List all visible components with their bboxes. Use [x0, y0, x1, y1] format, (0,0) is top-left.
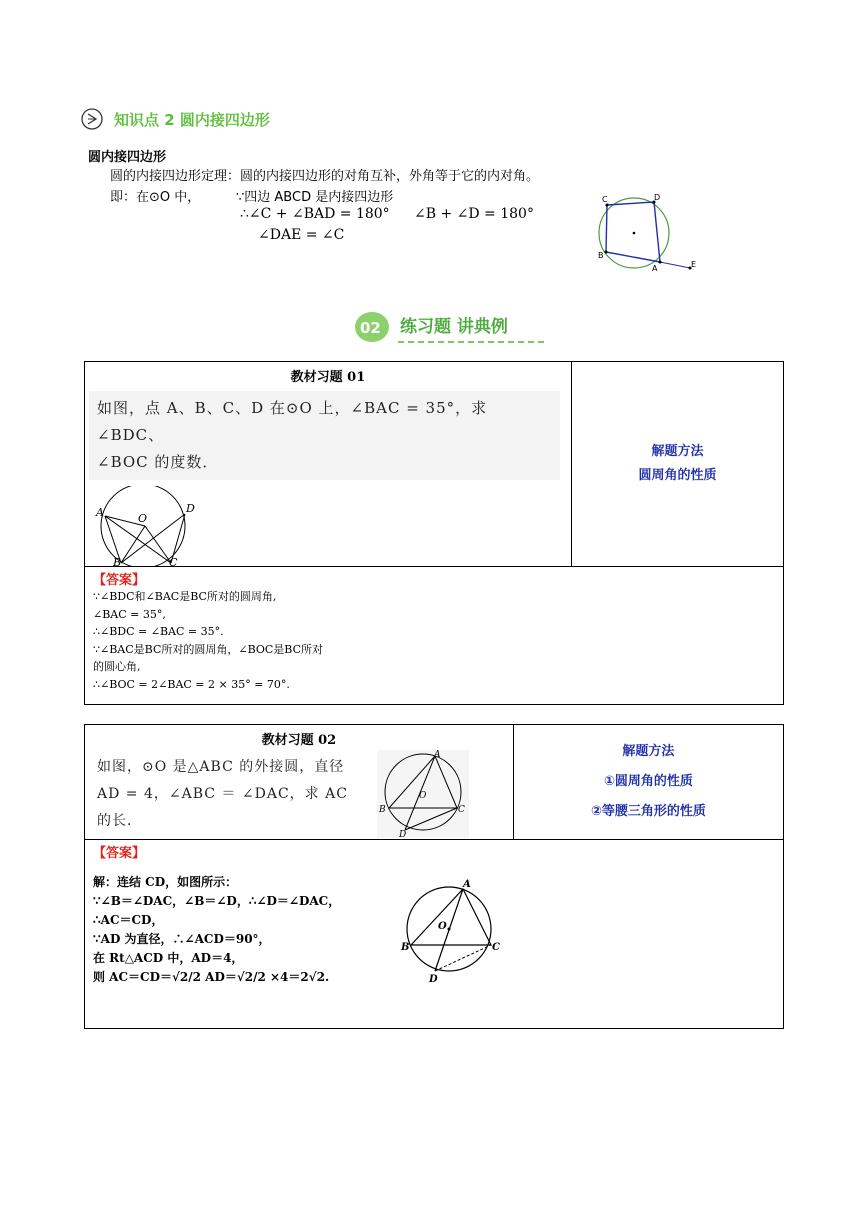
- equation-2: ∠B + ∠D = 180°: [414, 206, 534, 222]
- banner-badge: 02: [360, 319, 381, 337]
- q2s-label-b: B: [401, 942, 410, 953]
- q2-label-c: C: [458, 805, 465, 815]
- q1-question-cell: [85, 362, 572, 567]
- q2-solution-line: ∵∠B＝∠DAC，∠B＝∠D，∴∠D＝∠DAC，: [93, 894, 341, 908]
- q1-answer-line: ∴∠BDC = ∠BAC = 35°.: [93, 625, 224, 638]
- q2-method: [514, 737, 783, 827]
- q1-figure: [93, 486, 203, 566]
- question-1-box: [84, 361, 784, 705]
- q2-method-title: 解题方法: [622, 744, 675, 759]
- cyclic-quadrilateral-figure: [590, 190, 705, 280]
- q1-method-item: 圆周角的性质: [638, 468, 717, 483]
- q1-method: [572, 440, 783, 488]
- q2-solution-line: ∵AD 为直径，∴∠ACD＝90°，: [93, 932, 271, 946]
- example-lead: 即：在⊙O 中，: [110, 190, 201, 205]
- q2-method-item: ①圆周角的性质: [603, 774, 693, 789]
- q2-method-item: ②等腰三角形的性质: [590, 804, 706, 819]
- q2-text-line2: AD = 4，∠ABC ＝ ∠DAC，求 AC: [97, 786, 348, 802]
- q2-solution-line: 解：连结 CD，如图所示：: [93, 875, 238, 889]
- q2-answer-cell: [85, 840, 784, 1029]
- q1-answer-line: ∵∠BDC和∠BAC是BC所对的圆周角,: [93, 590, 277, 603]
- q2-solution-line: 在 Rt△ACD 中，AD＝4，: [93, 951, 244, 965]
- q2s-label-a: A: [463, 879, 471, 890]
- because-line: ∵四边 ABCD 是内接四边形: [236, 190, 394, 205]
- q1-method-cell: [571, 362, 783, 567]
- q1-label-a: A: [96, 506, 104, 519]
- q2-text-line3: 的长．: [97, 813, 142, 829]
- section-title: 知识点 2 圆内接四边形: [114, 110, 270, 129]
- q2-answer-label: 【答案】: [93, 846, 146, 861]
- q2-solution-line: ∴AC＝CD，: [93, 913, 164, 927]
- q2-question-cell: [85, 725, 514, 840]
- knowledge-heading: 圆内接四边形: [88, 150, 167, 165]
- section-header: [80, 104, 270, 134]
- q1-text-line1: 如图，点 A、B、C、D 在⊙O 上，∠BAC = 35°，求∠BDC、: [97, 399, 488, 444]
- banner-underline: [398, 341, 544, 343]
- q1-answer-label: 【答案】: [93, 573, 146, 588]
- q1-method-title: 解题方法: [651, 444, 704, 459]
- arrow-circle-icon: [80, 107, 104, 131]
- q1-answer: [93, 588, 775, 693]
- equation-3: ∠DAE = ∠C: [258, 227, 345, 243]
- label-e: E: [691, 260, 697, 269]
- label-a: A: [652, 264, 658, 273]
- q1-answer-line: 的圆心角,: [93, 660, 141, 673]
- q2s-label-o: O: [438, 921, 447, 932]
- q1-title: 教材习题 01: [290, 370, 366, 385]
- q2-label-b: B: [379, 805, 386, 815]
- banner-title: 练习题 讲典例: [400, 317, 508, 337]
- q2-solution-line: 则 AC＝CD＝√2/2 AD＝√2/2 ×4＝2√2.: [93, 970, 330, 984]
- equation-1: ∴∠C + ∠BAD = 180°: [240, 206, 390, 222]
- q1-question-text: [89, 391, 560, 480]
- q1-answer-cell: [85, 567, 784, 705]
- q2-question-text: [89, 750, 367, 839]
- q2-solution: [93, 873, 393, 987]
- q1-label-o: O: [138, 512, 148, 525]
- q2-label-d: D: [399, 830, 407, 838]
- q1-answer-line: ∵∠BAC是BC所对的圆周角，∠BOC是BC所对: [93, 642, 324, 656]
- q2s-label-c: C: [492, 942, 500, 953]
- question-2-box: [84, 724, 784, 1029]
- q2-method-cell: [513, 725, 783, 840]
- q1-label-d: D: [186, 502, 195, 515]
- q1-text-line2: ∠BOC 的度数．: [97, 453, 219, 471]
- theorem-text: 圆的内接四边形定理：圆的内接四边形的对角互补，外角等于它的内对角。: [110, 169, 540, 184]
- q2-figure: [377, 750, 469, 838]
- label-b: B: [598, 251, 604, 260]
- q1-label-b: B: [113, 556, 122, 566]
- q2-solution-figure: [397, 873, 507, 983]
- q1-label-c: C: [169, 556, 178, 566]
- q2-text-line1: 如图，⊙O 是△ABC 的外接圆，直径: [97, 759, 345, 775]
- q1-answer-line: ∠BAC = 35°,: [93, 607, 166, 621]
- q2-label-o: O: [419, 791, 427, 801]
- q2s-label-d: D: [429, 974, 438, 983]
- label-d: D: [654, 193, 661, 202]
- label-c: C: [602, 195, 608, 204]
- q2-label-a: A: [434, 750, 441, 760]
- q2-title: 教材习题 02: [261, 733, 337, 748]
- q1-answer-line: ∴∠BOC = 2∠BAC = 2 × 35° = 70°.: [93, 677, 290, 691]
